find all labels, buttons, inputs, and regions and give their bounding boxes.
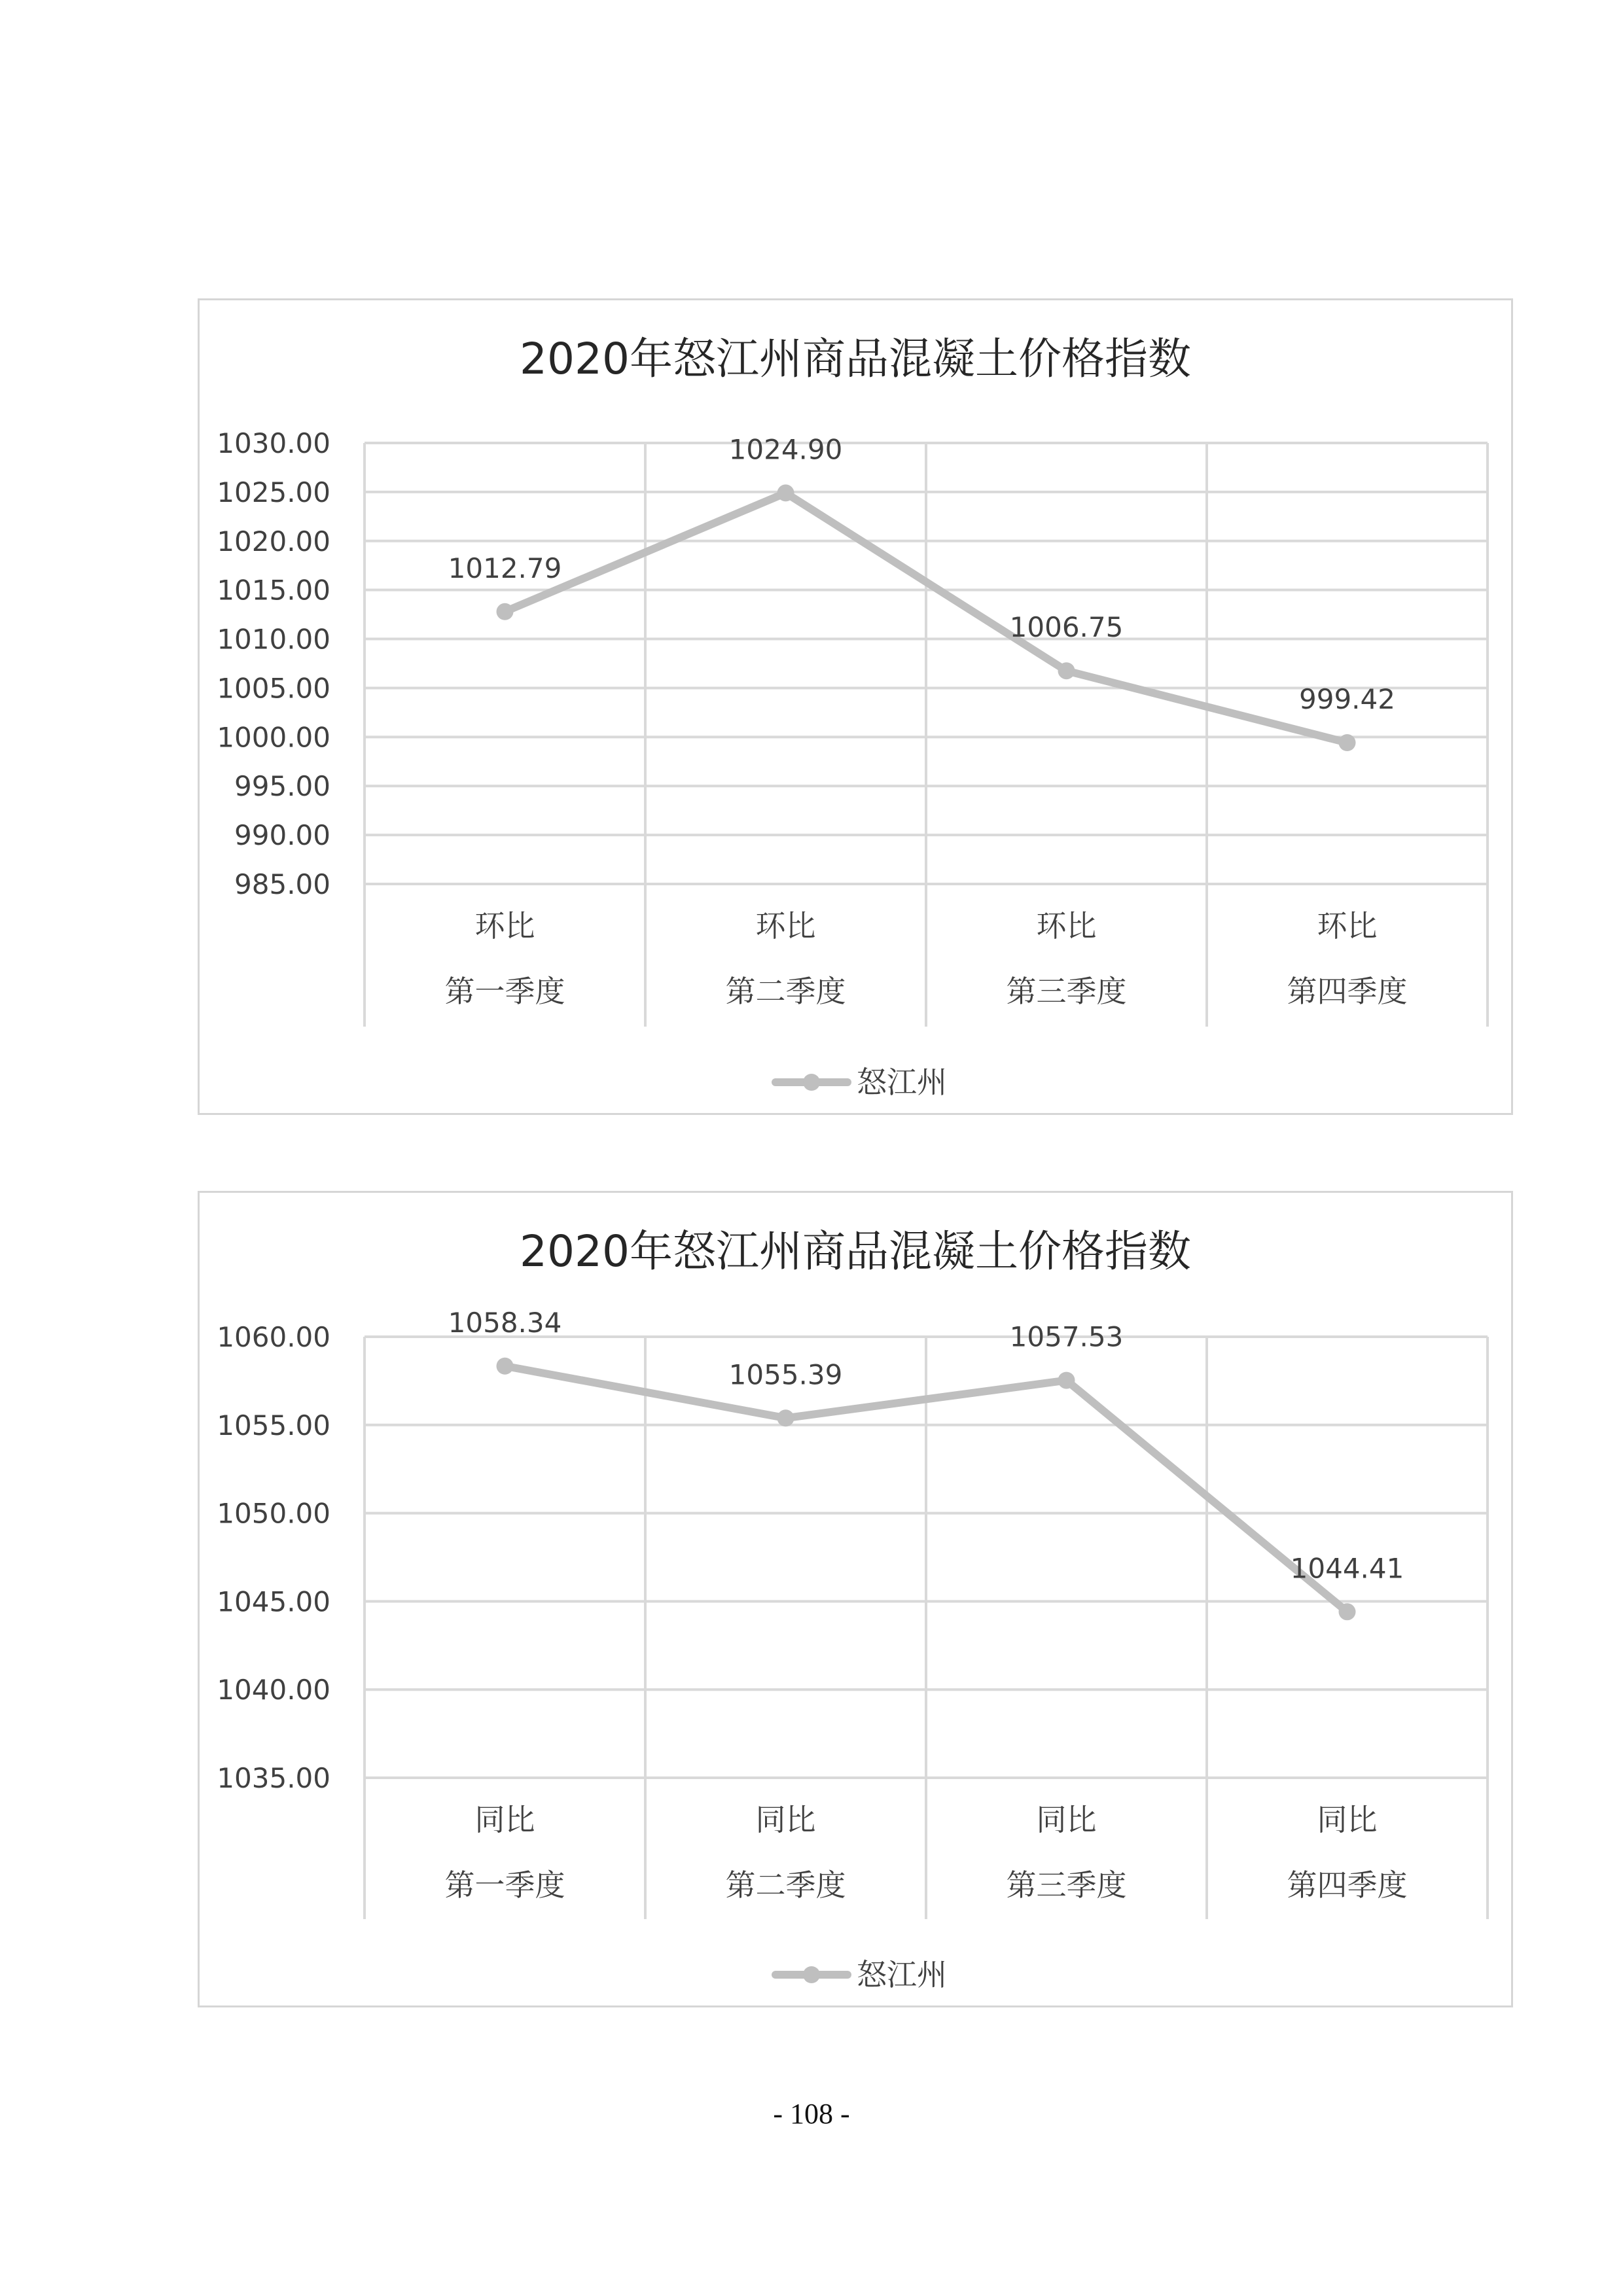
y-tick-label: 1035.00 — [217, 1762, 330, 1794]
y-tick-label: 1040.00 — [217, 1674, 330, 1706]
x-quarter-label: 第一季度 — [444, 1867, 565, 1903]
chart-title: 2020年怒江州商品混凝土价格指数 — [520, 1226, 1191, 1277]
y-tick-label: 1045.00 — [217, 1585, 330, 1618]
legend-marker-icon — [803, 1074, 820, 1091]
chart-title: 2020年怒江州商品混凝土价格指数 — [520, 334, 1191, 384]
data-label: 1055.39 — [728, 1358, 843, 1391]
data-label: 1024.90 — [728, 433, 843, 466]
data-point — [1339, 734, 1356, 751]
x-category-label: 同比 — [1317, 1802, 1378, 1837]
x-category-label: 同比 — [1036, 1802, 1097, 1837]
x-quarter-label: 第三季度 — [1006, 974, 1127, 1009]
data-label: 999.42 — [1299, 683, 1395, 716]
x-quarter-label: 第四季度 — [1287, 974, 1408, 1009]
x-category-label: 环比 — [1317, 908, 1378, 944]
legend-label: 怒江州 — [857, 1065, 947, 1100]
data-point — [1058, 662, 1075, 679]
data-point — [1339, 1603, 1356, 1620]
legend-marker-icon — [803, 1966, 820, 1983]
y-tick-label: 1010.00 — [217, 623, 330, 656]
data-point — [777, 1409, 794, 1426]
x-category-label: 同比 — [474, 1802, 535, 1837]
chart-1-frame — [198, 298, 1513, 1115]
data-point — [777, 484, 794, 501]
data-point — [497, 603, 514, 620]
y-tick-label: 1000.00 — [217, 721, 330, 754]
data-label: 1006.75 — [1009, 611, 1124, 644]
y-tick-label: 1050.00 — [217, 1497, 330, 1530]
x-quarter-label: 第二季度 — [725, 1867, 846, 1903]
chart-1 — [200, 300, 1511, 1113]
x-quarter-label: 第四季度 — [1287, 1867, 1408, 1903]
y-tick-label: 1030.00 — [217, 427, 330, 459]
y-tick-label: 1060.00 — [217, 1321, 330, 1353]
chart-2-frame — [198, 1191, 1513, 2007]
x-category-label: 同比 — [755, 1802, 816, 1837]
y-tick-label: 1055.00 — [217, 1409, 330, 1441]
y-tick-label: 1005.00 — [217, 672, 330, 705]
x-category-label: 环比 — [755, 908, 816, 944]
data-point — [1058, 1372, 1075, 1389]
data-label: 1012.79 — [448, 552, 562, 584]
data-label: 1044.41 — [1290, 1552, 1404, 1585]
y-tick-label: 995.00 — [234, 770, 330, 803]
data-label: 1057.53 — [1009, 1320, 1124, 1353]
chart-2 — [200, 1193, 1511, 2005]
data-point — [497, 1358, 514, 1375]
y-tick-label: 990.00 — [234, 819, 330, 852]
x-quarter-label: 第一季度 — [444, 974, 565, 1009]
x-quarter-label: 第三季度 — [1006, 1867, 1127, 1903]
legend-label: 怒江州 — [857, 1957, 947, 1992]
page-number: - 108 - — [773, 2098, 850, 2130]
y-tick-label: 1020.00 — [217, 525, 330, 557]
x-category-label: 环比 — [474, 908, 535, 944]
y-tick-label: 985.00 — [234, 868, 330, 900]
data-label: 1058.34 — [448, 1306, 562, 1339]
y-tick-label: 1025.00 — [217, 476, 330, 508]
x-category-label: 环比 — [1036, 908, 1097, 944]
x-quarter-label: 第二季度 — [725, 974, 846, 1009]
y-tick-label: 1015.00 — [217, 574, 330, 607]
